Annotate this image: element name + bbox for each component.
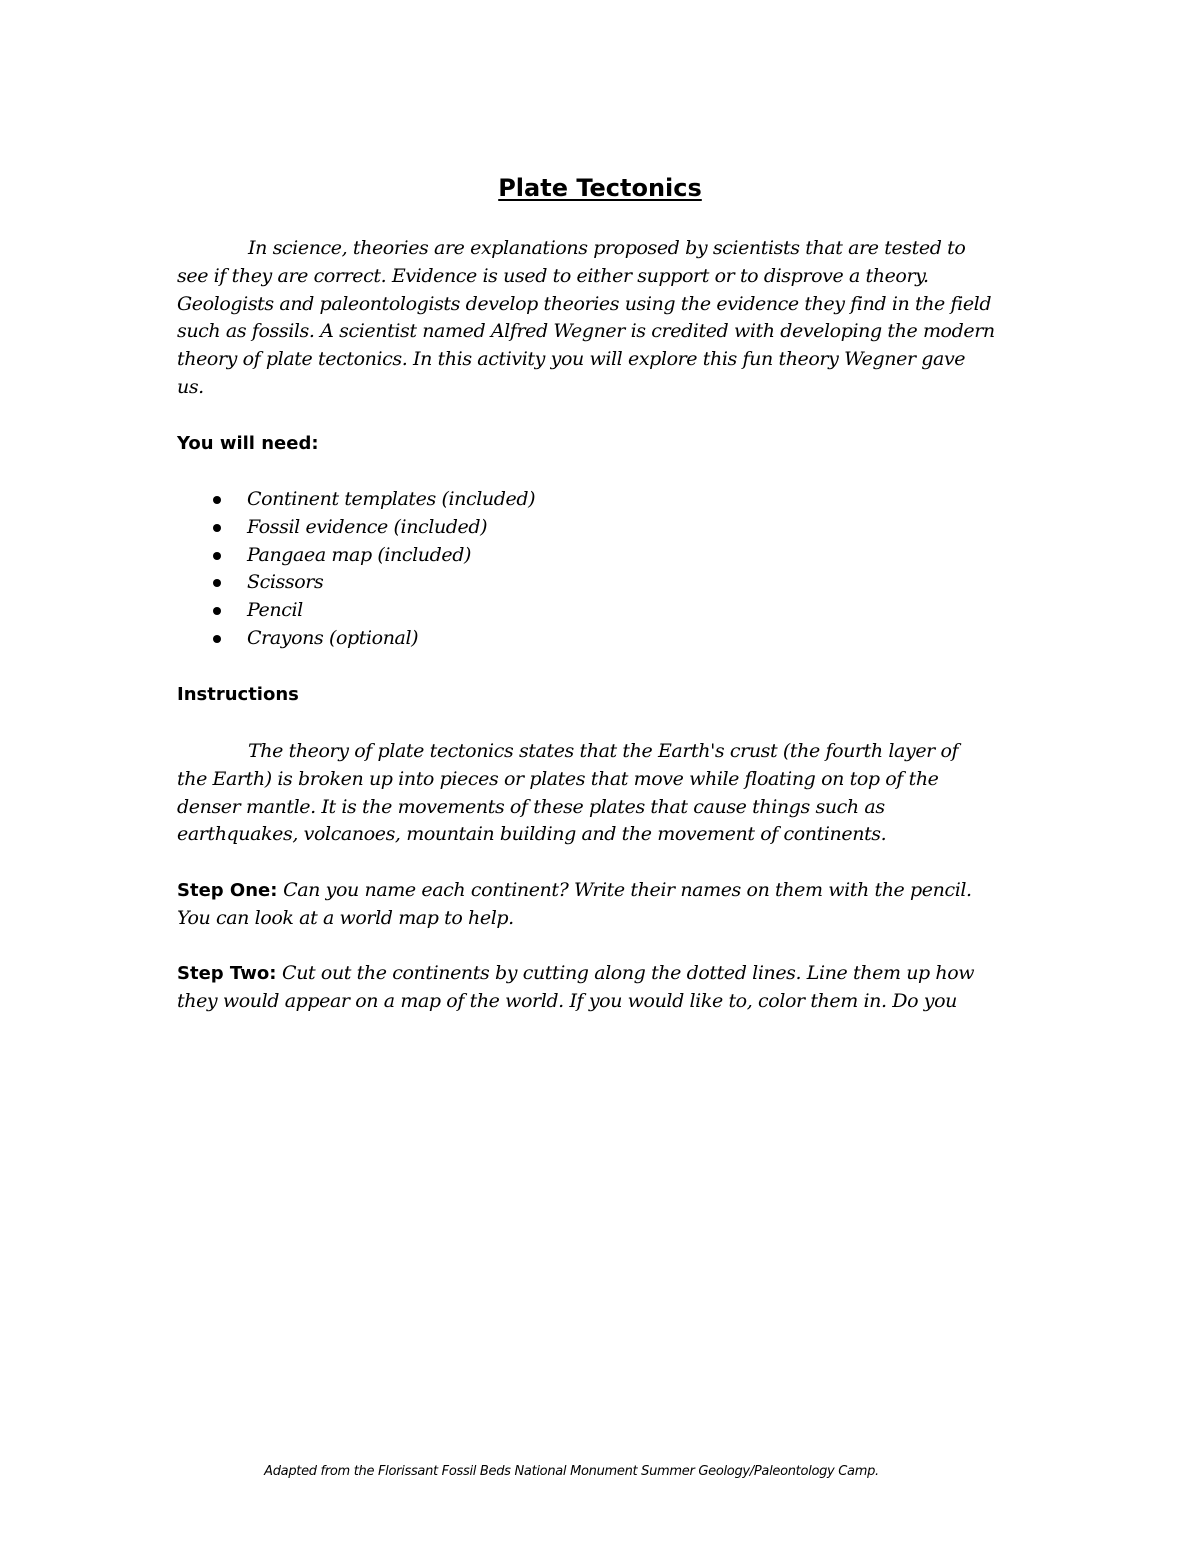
list-item-text: Fossil evidence (included) [247, 515, 488, 538]
intro-paragraph [177, 235, 1027, 402]
list-item [177, 486, 877, 514]
list-item [177, 597, 877, 625]
bullet-icon [213, 579, 221, 587]
list-item-text: Scissors [247, 571, 324, 594]
bullet-icon [213, 607, 221, 615]
bullet-icon [213, 552, 221, 560]
bullet-icon [213, 635, 221, 643]
instructions-line: denser mantle. It is the movements of these plates that cause things such as [177, 795, 885, 818]
instructions-line: The theory of plate tectonics states that the Earth's crust (the fourth layer of [248, 740, 959, 762]
step-one-label: Step One: [177, 880, 278, 901]
page-footer: Adapted from the Florissant Fossil Beds National Monument Summer Geology/Paleontology Camp. [264, 1464, 879, 1479]
list-item-text: Pencil [247, 599, 303, 622]
intro-line: In science, theories are explanations proposed by scientists that are tested to [248, 237, 966, 259]
intro-line: theory of plate tectonics. In this activity you will explore this fun theory Wegner gave [177, 348, 966, 371]
intro-line: such as fossils. A scientist named Alfred Wegner is credited with developing the modern [177, 320, 995, 343]
instructions-line: the Earth) is broken up into pieces or plates that move while floating on top of the [177, 767, 939, 790]
bullet-icon [213, 524, 221, 532]
step-one-text: Can you name each continent? Write their names on them with the pencil. [277, 879, 972, 901]
list-item [177, 514, 877, 542]
intro-line: see if they are correct. Evidence is used to either support or to disprove a theory. [177, 264, 929, 287]
step-one-paragraph [177, 877, 1027, 933]
list-item-text: Crayons (optional) [247, 626, 419, 649]
instructions-heading: Instructions [177, 684, 299, 705]
instructions-paragraph [177, 738, 1027, 849]
bullet-icon [213, 496, 221, 504]
step-two-line: they would appear on a map of the world. If you would like to, color them in. Do you [177, 989, 958, 1012]
list-item-text: Pangaea map (included) [247, 543, 472, 566]
list-item [177, 542, 877, 570]
list-item-text: Continent templates (included) [247, 488, 536, 510]
list-item [177, 569, 877, 597]
page-title: Plate Tectonics [498, 174, 702, 202]
materials-list [177, 486, 877, 653]
step-two-text: Cut out the continents by cutting along the dotted lines. Line them up how [276, 962, 975, 984]
step-one-line [177, 877, 1027, 905]
step-two-line [177, 960, 1027, 988]
step-two-label: Step Two: [177, 963, 277, 984]
step-two-paragraph [177, 960, 1027, 1016]
instructions-line: earthquakes, volcanoes, mountain building and the movement of continents. [177, 823, 887, 846]
materials-heading: You will need: [177, 433, 319, 454]
intro-line: Geologists and paleontologists develop theories using the evidence they find in the field [177, 292, 992, 315]
intro-line: us. [177, 375, 204, 398]
list-item [177, 625, 877, 653]
step-one-line: You can look at a world map to help. [177, 906, 514, 929]
